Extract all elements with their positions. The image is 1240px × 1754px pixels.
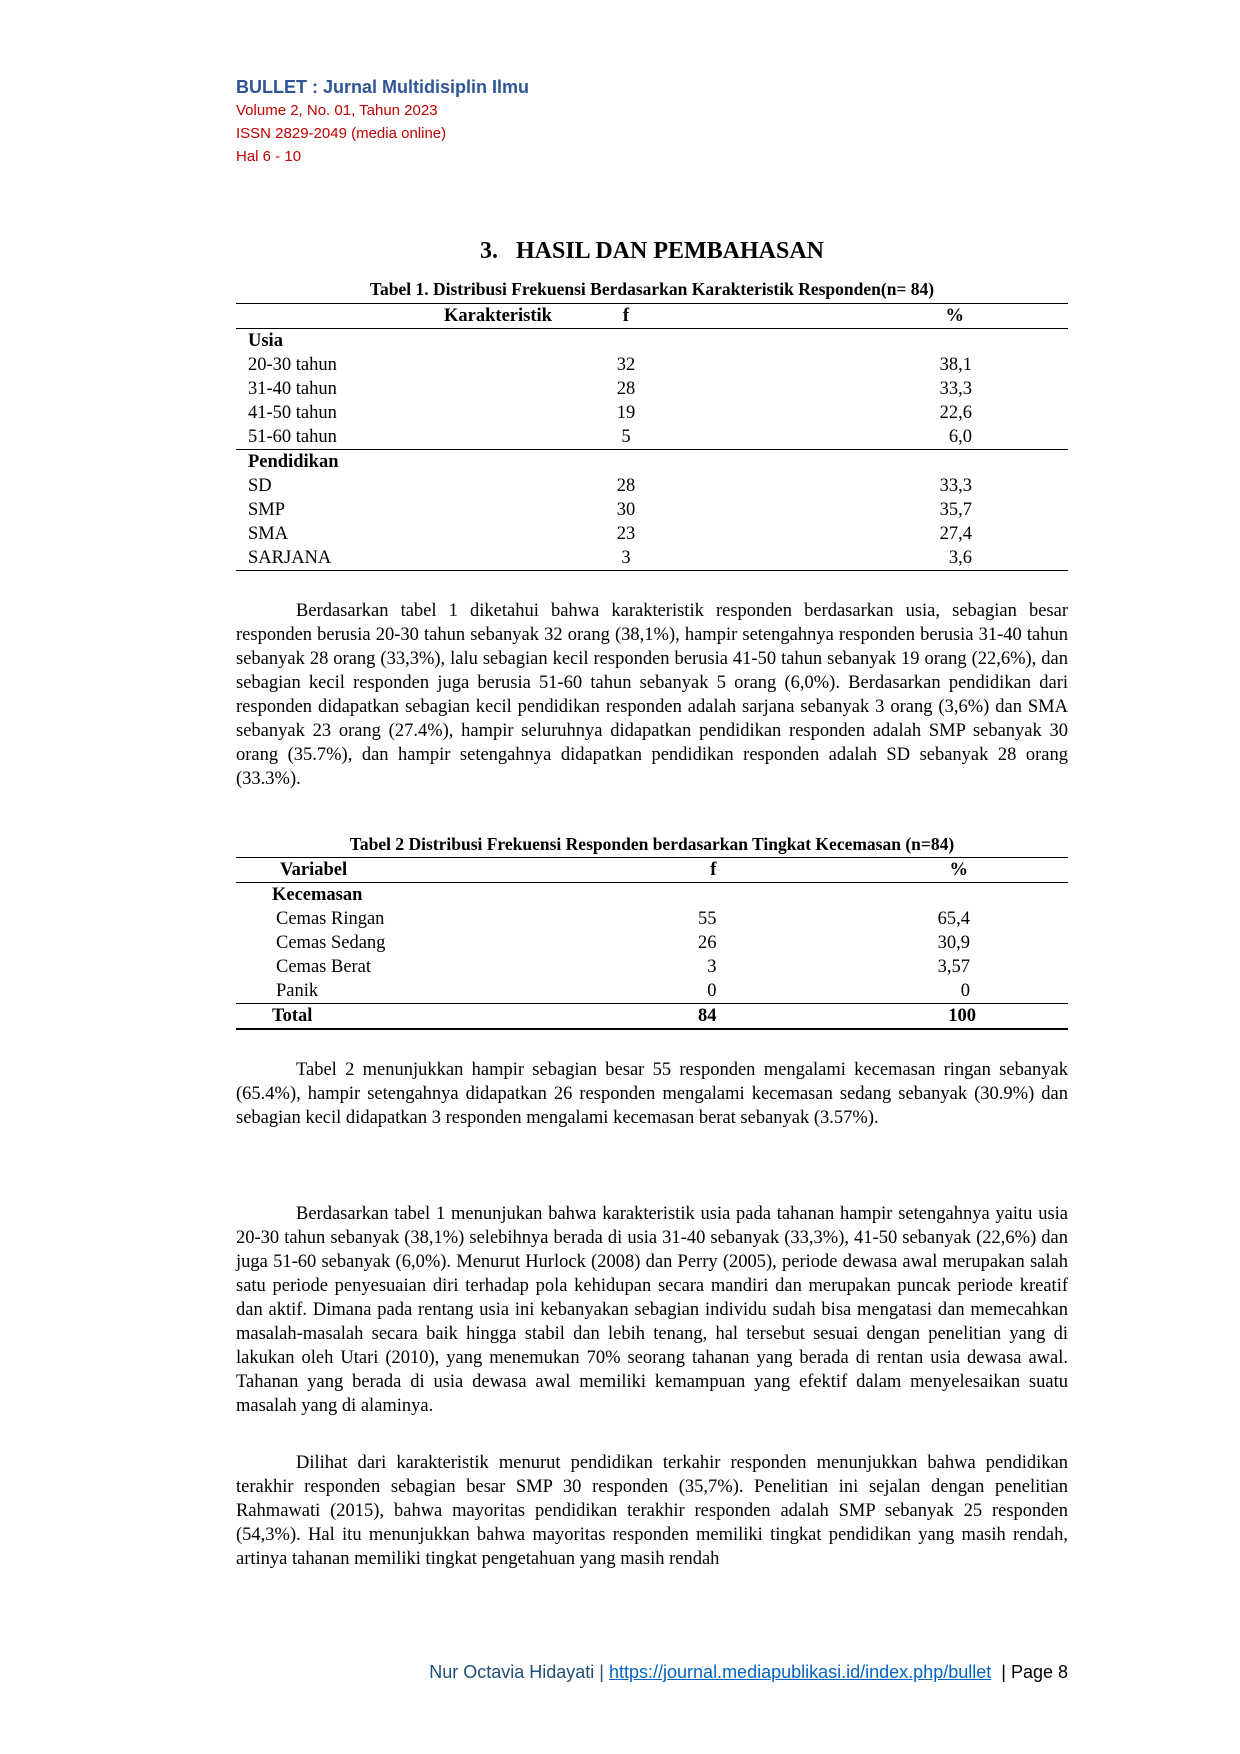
row-f: 23 — [616, 524, 636, 544]
footer-separator: | — [599, 1662, 604, 1682]
table-row — [236, 425, 1068, 450]
row-f: 30 — [616, 500, 636, 520]
row-percent: 33,3 — [939, 379, 972, 399]
row-percent: 27,4 — [939, 524, 972, 544]
table2 — [236, 857, 1068, 1030]
table1-caption: Tabel 1. Distribusi Frekuensi Berdasarkan Karakteristik Responden(n= 84) — [369, 279, 935, 299]
table-row — [236, 931, 1068, 955]
table2-header-row — [236, 858, 1068, 883]
table1-header-karakteristik: Karakteristik — [236, 304, 552, 329]
row-label: Cemas Berat — [276, 957, 372, 977]
row-percent: 65,4 — [937, 909, 970, 929]
table1-group-usia — [236, 329, 1068, 354]
journal-title: BULLET : Jurnal Multidisiplin Ilmu — [236, 77, 529, 97]
journal-issn: ISSN 2829-2049 (media online) — [236, 125, 447, 142]
table2-header-f: f — [590, 858, 716, 883]
paragraph-4: Dilihat dari karakteristik menurut pendidikan terkahir responden menunjukkan bahwa pendidikan terakhir responden sebagian besar SMP 30 responden (35,7%). Penelitian ini sejalan dengan penelitian Rahmawati (2015), bahwa mayoritas pendidikan terakhir responden adalah SMP sebanyak 25 responden (54,3%). Hal itu menunjukkan bahwa mayoritas responden memiliki tingkat pendidikan yang masih rendah, artinya tahanan memiliki tingkat pengetahuan yang masih rendah — [236, 1453, 1068, 1569]
row-label: SD — [248, 476, 272, 496]
row-label: 51-60 tahun — [248, 427, 337, 447]
row-percent: 0 — [960, 981, 970, 1001]
table-row — [236, 401, 1068, 425]
group-label: Kecemasan — [272, 885, 363, 905]
table-row — [236, 979, 1068, 1004]
row-f: 28 — [616, 379, 636, 399]
table-row — [236, 955, 1068, 979]
row-f: 26 — [697, 933, 717, 953]
row-percent: 30,9 — [937, 933, 970, 953]
table-row — [236, 522, 1068, 546]
row-f: 0 — [707, 981, 717, 1001]
table1 — [236, 303, 1068, 571]
row-f: 28 — [616, 476, 636, 496]
table-row — [236, 546, 1068, 571]
journal-header — [236, 76, 529, 168]
total-percent: 100 — [716, 1004, 1068, 1030]
row-percent: 3,57 — [937, 957, 970, 977]
journal-volume: Volume 2, No. 01, Tahun 2023 — [236, 102, 438, 119]
section-title: 3. HASIL DAN PEMBAHASAN — [479, 238, 825, 264]
journal-pages: Hal 6 - 10 — [236, 148, 302, 165]
paragraph-3: Berdasarkan tabel 1 menunjukan bahwa karakteristik usia pada tahanan hampir setengahnya yaitu usia 20-30 tahun sebanyak (38,1%) selebihnya berada di usia 31-40 sebanyak (33,3%), 41-50 sebanyak (22,6%) dan juga 51-60 sebanyak (6,0%). Menurut Hurlock (2008) dan Perry (2005), periode dewasa awal merupakan salah satu periode penyesuaian diri terhadap pola kehidupan secara mandiri dan merupakan puncak periode kreatif dan aktif. Dimana pada rentang usia ini kebanyakan sebagian individu sudah bisa mengatasi dan memecahkan masalah-masalah secara baik hingga stabil dan lebih tenang, hal tersebut sesuai dengan penelitian yang di lakukan oleh Utari (2010), yang menemukan 70% seorang tahanan yang berada di rentan usia dewasa awal. Tahanan yang berada di usia dewasa awal memiliki kemampuan yang efektif dalam menyelesaikan suatu masalah yang di alaminya. — [236, 1204, 1068, 1416]
row-f: 3 — [552, 546, 700, 571]
row-label: SARJANA — [236, 546, 552, 571]
table-row — [236, 498, 1068, 522]
footer-journal-link[interactable]: https://journal.mediapublikasi.id/index.php/bullet — [609, 1662, 992, 1682]
table-row — [236, 474, 1068, 498]
paragraph-1: Berdasarkan tabel 1 diketahui bahwa karakteristik responden berdasarkan usia, sebagian besar responden berusia 20-30 tahun sebanyak 32 orang (38,1%), hampir setengahnya responden berusia 31-40 tahun sebanyak 28 orang (33,3%), lalu sebagian kecil responden berusia 41-50 tahun sebanyak 19 orang (22,6%), dan sebagian kecil responden juga berusia 51-60 tahun sebanyak 5 orang (6,0%). Berdasarkan pendidikan dari responden didapatkan sebagian kecil pendidikan responden adalah sarjana sebanyak 3 orang (3,6%) dan SMA sebanyak 23 orang (27.4%), hampir seluruhnya didapatkan pendidikan responden adalah SMP sebanyak 30 orang (35.7%), dan hampir setengahnya didapatkan pendidikan responden adalah SD sebanyak 28 orang (33.3%). — [236, 601, 1068, 789]
row-label: SMA — [248, 524, 289, 544]
total-label: Total — [236, 1004, 590, 1030]
row-percent: 33,3 — [939, 476, 972, 496]
row-f: 3 — [707, 957, 717, 977]
table1-header-percent: % — [700, 304, 1068, 329]
row-label: 31-40 tahun — [248, 379, 337, 399]
table-row — [236, 377, 1068, 401]
row-percent: 22,6 — [939, 403, 972, 423]
row-f: 19 — [616, 403, 636, 423]
row-percent: 38,1 — [939, 355, 972, 375]
table1-header-f: f — [552, 304, 700, 329]
table1-group-pendidikan — [236, 450, 1068, 475]
table2-header-percent: % — [716, 858, 1068, 883]
table2-header-variabel: Variabel — [236, 858, 590, 883]
total-f: 84 — [590, 1004, 716, 1030]
table-row — [236, 907, 1068, 931]
group-label: Usia — [248, 331, 283, 351]
row-label: 41-50 tahun — [248, 403, 337, 423]
row-label: Cemas Sedang — [276, 933, 386, 953]
row-label: 20-30 tahun — [248, 355, 337, 375]
table2-caption: Tabel 2 Distribusi Frekuensi Responden berdasarkan Tingkat Kecemasan (n=84) — [349, 834, 955, 854]
row-percent: 35,7 — [939, 500, 972, 520]
row-label: SMP — [248, 500, 286, 520]
footer-author: Nur Octavia Hidayati — [429, 1662, 595, 1682]
table-row — [236, 353, 1068, 377]
row-label: Cemas Ringan — [276, 909, 385, 929]
footer-page-number: | Page 8 — [1001, 1662, 1068, 1682]
row-percent: 3,6 — [700, 546, 1068, 571]
table2-total-row — [236, 1004, 1068, 1030]
row-percent: 6,0 — [948, 427, 972, 447]
table1-header-row — [236, 304, 1068, 329]
row-f: 32 — [616, 355, 636, 375]
group-label: Pendidikan — [236, 450, 552, 475]
table2-group-kecemasan — [236, 883, 1068, 908]
paragraph-2: Tabel 2 menunjukkan hampir sebagian besar 55 responden mengalami kecemasan ringan sebanyak (65.4%), hampir setengahnya didapatkan 26 responden mengalami kecemasan sedang sebanyak (30.9%) dan sebagian kecil didapatkan 3 responden mengalami kecemasan berat sebanyak (3.57%). — [236, 1060, 1068, 1128]
row-f: 5 — [621, 427, 631, 447]
page-footer — [236, 1662, 1068, 1683]
row-label: Panik — [276, 981, 319, 1001]
row-f: 55 — [697, 909, 717, 929]
